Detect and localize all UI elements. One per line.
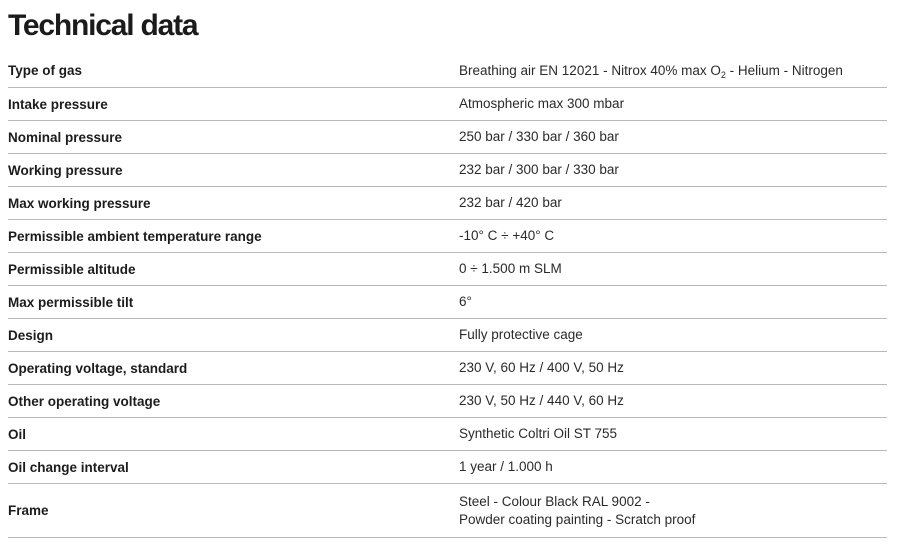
page-title: Technical data [8,9,198,42]
table-row [8,418,887,451]
row-label: Nominal pressure [8,129,123,145]
row-label: Oil [8,426,27,442]
row-value: 230 V, 50 Hz / 440 V, 60 Hz [459,393,624,408]
row-label: Permissible altitude [8,261,136,277]
table-row [8,286,887,319]
row-value: Synthetic Coltri Oil ST 755 [459,426,618,441]
row-value: 6° [459,294,472,309]
row-value: 0 ÷ 1.500 m SLM [459,261,562,276]
row-value: Atmospheric max 300 mbar [459,96,625,111]
table-row [8,54,887,88]
row-label: Type of gas [8,63,83,78]
subscript: 2 [720,69,726,80]
row-label: Max working pressure [8,195,151,211]
technical-data-table [8,54,887,538]
table-row [8,385,887,418]
row-label: Frame [8,503,49,518]
table-row [8,220,887,253]
table-row [8,121,887,154]
row-value: 250 bar / 330 bar / 360 bar [459,129,619,144]
row-value [459,493,887,529]
table-row [8,187,887,220]
row-label: Oil change interval [8,459,129,475]
row-value: 1 year / 1.000 h [459,459,553,474]
row-value: -10° C ÷ +40° C [459,228,555,243]
table-row [8,451,887,484]
row-value-line: Steel - Colour Black RAL 9002 - [459,493,650,509]
row-label: Working pressure [8,162,123,178]
table-row [8,484,887,538]
row-label: Other operating voltage [8,393,161,409]
row-label: Permissible ambient temperature range [8,228,262,244]
table-row [8,154,887,187]
row-value: 232 bar / 420 bar [459,195,562,210]
row-value-text: Breathing air EN 12021 - Nitrox 40% max O [459,62,721,78]
row-value: 230 V, 60 Hz / 400 V, 50 Hz [459,360,624,375]
row-value: Fully protective cage [459,327,583,342]
row-label: Design [8,327,54,343]
table-row [8,88,887,121]
row-value [459,62,887,80]
row-label: Intake pressure [8,96,108,112]
row-label: Max permissible tilt [8,294,134,310]
row-value: 232 bar / 300 bar / 330 bar [459,162,619,177]
row-value-line: Powder coating painting - Scratch proof [459,511,696,527]
table-row [8,253,887,286]
table-row [8,352,887,385]
table-row [8,319,887,352]
row-value-text: - Helium - Nitrogen [725,62,843,78]
row-label: Operating voltage, standard [8,360,188,376]
